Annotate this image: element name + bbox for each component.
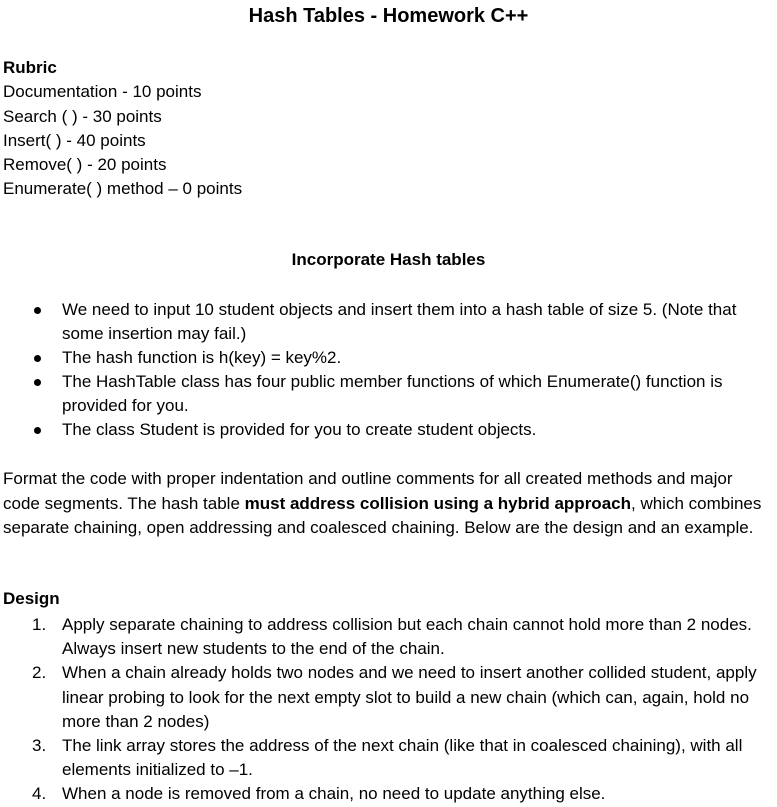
list-text: The link array stores the address of the next chain (like that in coalesced chaining), with all elements initialized to –1. <box>62 736 743 780</box>
list-item: The class Student is provided for you to create student objects. <box>62 418 777 442</box>
list-item <box>32 661 777 734</box>
list-number: 2. <box>32 663 47 683</box>
requirements-list <box>62 298 777 442</box>
rubric-item: Search ( ) - 30 points <box>3 106 162 126</box>
list-text: Apply separate chaining to address collision but each chain cannot hold more than 2 nodes. Always insert new students to the end of the chain. <box>62 615 752 659</box>
rubric-heading: Rubric <box>3 58 57 77</box>
rubric-item: Insert( ) - 40 points <box>3 130 146 150</box>
list-item <box>32 613 777 661</box>
document-title: Hash Tables - Homework C++ <box>248 5 529 27</box>
section-heading: Incorporate Hash tables <box>291 250 486 269</box>
paragraph-text: Format the code with proper indentation and outline comments for all created methods and major code segments. The hash table <box>3 469 733 513</box>
rubric-section <box>3 56 242 202</box>
rubric-item: Documentation - 10 points <box>3 82 202 102</box>
list-item <box>32 734 777 782</box>
list-number: 4. <box>32 784 47 804</box>
list-item: We need to input 10 student objects and insert them into a hash table of size 5. (Note that some insertion may fail.) <box>62 298 777 346</box>
design-heading: Design <box>3 589 60 608</box>
list-item <box>32 782 777 806</box>
paragraph-bold-text: must address collision using a hybrid approach <box>244 493 631 513</box>
list-text: When a chain already holds two nodes and we need to insert another collided student, apply linear probing to look for the next empty slot to build a new chain (which can, again, hold no more than 2 nodes) <box>62 663 757 731</box>
rubric-item: Remove( ) - 20 points <box>3 155 167 175</box>
rubric-item: Enumerate( ) method – 0 points <box>3 179 243 199</box>
instructions-paragraph <box>3 467 773 541</box>
list-number: 1. <box>32 615 47 634</box>
list-item: The hash function is h(key) = key%2. <box>62 346 777 370</box>
list-item: The HashTable class has four public member functions of which Enumerate() function is provided for you. <box>62 370 777 418</box>
list-text: When a node is removed from a chain, no need to update anything else. <box>62 784 606 804</box>
paragraph-text: , which combines separate chaining, open addressing and coalesced chaining. Below are the design and an example. <box>3 493 762 537</box>
list-number: 3. <box>32 736 47 756</box>
design-list <box>32 613 777 807</box>
